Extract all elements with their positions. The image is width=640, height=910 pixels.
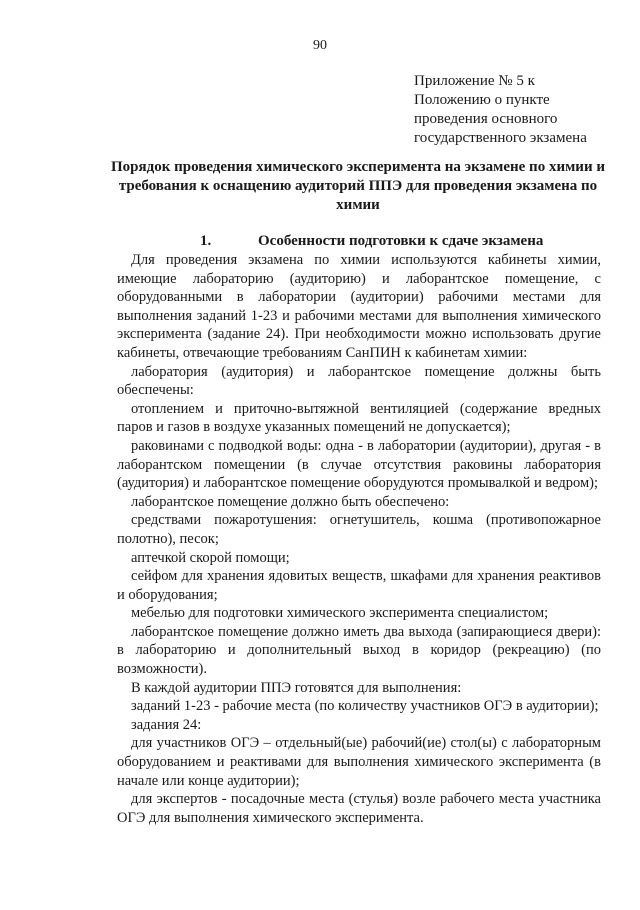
document-body (117, 251, 601, 827)
paragraph: мебелью для подготовки химического эксперимента специалистом; (131, 605, 549, 622)
paragraph: заданий 1-23 - рабочие места (по количеству участников ОГЭ в аудитории); (131, 698, 599, 715)
page-number: 90 (313, 38, 327, 53)
document-title: Порядок проведения химического эксперимента на экзамене по химии и требования к оснащению аудиторий ППЭ для проведения экзамена по химии (111, 159, 605, 213)
paragraph: В каждой аудитории ППЭ готовятся для выполнения: (131, 679, 462, 696)
appendix-line: Положению о пункте (414, 92, 550, 108)
paragraph: аптечкой скорой помощи; (131, 549, 290, 566)
paragraph: лаборантское помещение должно быть обеспечено: (131, 493, 450, 510)
section-heading (108, 232, 608, 251)
paragraph: раковинами с подводкой воды: одна - в лаборатории (аудитории), другая - в лаборантском помещении (в случае отсутствия раковины лаборатория (аудитория) и лаборантское помещение оборудуются промывалкой и ведром); (117, 437, 601, 492)
paragraph: отоплением и приточно-вытяжной вентиляцией (содержание вредных паров и газов в воздухе указанных помещений не допускается); (117, 400, 601, 436)
paragraph: средствами пожаротушения: огнетушитель, кошма (противопожарное полотно), песок; (117, 512, 601, 547)
paragraph: Для проведения экзамена по химии используются кабинеты химии, имеющие лабораторию (аудиторию) и лаборантское помещение, с оборудованными в лаборатории (аудитории) рабочими местами для выполнения заданий 1-23 и рабочими местами для выполнения химического эксперимента (задание 24). При необходимости можно использовать другие кабинеты, отвечающие требованиям СанПИН к кабинетам химии: (117, 252, 601, 361)
paragraph: для экспертов - посадочные места (стулья) возле рабочего места участника ОГЭ для выполнения химического эксперимента. (117, 791, 601, 826)
appendix-line: государственного экзамена (414, 130, 587, 146)
appendix-note (414, 72, 624, 148)
paragraph: задания 24: (131, 716, 202, 733)
appendix-line: Приложение № 5 к (414, 73, 535, 89)
section-number: 1. (200, 233, 212, 249)
appendix-line: проведения основного (414, 111, 558, 127)
section-title: Особенности подготовки к сдаче экзамена (258, 233, 544, 249)
paragraph: лаборатория (аудитория) и лаборантское помещение должны быть обеспечены: (117, 363, 601, 399)
paragraph: для участников ОГЭ – отдельный(ые) рабочий(ие) стол(ы) с лабораторным оборудованием и реактивами для выполнения химического эксперимента (в начале или конце аудитории); (117, 735, 601, 789)
paragraph: лаборантское помещение должно иметь два выхода (запирающиеся двери): в лабораторию и дополнительный выход в коридор (рекреацию) (по возможности). (117, 623, 601, 678)
paragraph: сейфом для хранения ядовитых веществ, шкафами для хранения реактивов и оборудования; (117, 568, 601, 603)
